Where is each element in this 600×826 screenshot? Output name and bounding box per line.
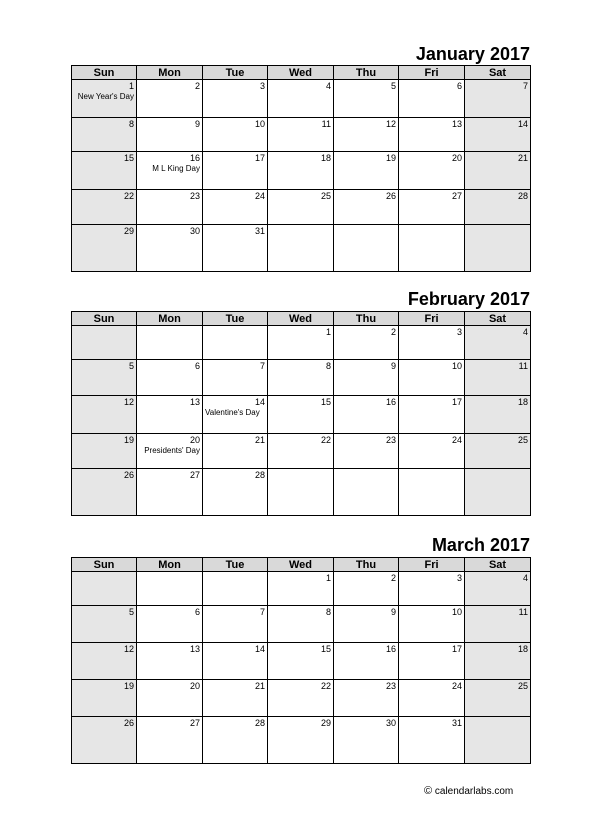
day-cell [399,225,465,272]
day-number: 5 [390,81,396,91]
day-number: 5 [128,361,134,371]
day-cell [72,396,137,434]
day-cell [72,190,137,225]
day-number: 12 [123,397,134,407]
day-cell [334,680,399,717]
day-cell [399,572,465,606]
day-cell [72,225,137,272]
day-number [74,572,134,573]
holiday-label: New Year's Day [77,92,134,101]
weekday-header: Thu [334,312,399,326]
month-title: January 2017 [415,44,530,64]
day-number: 19 [123,435,134,445]
day-number: 13 [189,397,200,407]
day-number [205,572,265,573]
day-cell [268,326,334,360]
day-number: 11 [518,607,528,617]
day-cell [334,152,399,190]
day-cell [137,225,203,272]
day-cell [465,469,531,516]
day-number: 9 [390,607,396,617]
day-number: 15 [320,644,331,654]
day-number: 6 [194,607,200,617]
day-number: 7 [259,361,265,371]
day-cell [268,606,334,643]
day-number [401,469,462,470]
day-cell [465,572,531,606]
day-number: 1 [325,573,331,583]
weekday-header: Sun [72,558,137,572]
day-number: 11 [518,361,528,371]
day-number: 7 [522,81,528,91]
day-cell [399,434,465,469]
day-cell [268,152,334,190]
day-number: 31 [451,718,462,728]
day-cell [334,434,399,469]
day-cell [203,606,268,643]
day-cell [72,680,137,717]
day-number [336,469,396,470]
day-cell [399,360,465,396]
weekday-header: Sat [465,66,531,80]
day-cell [399,680,465,717]
day-cell [334,469,399,516]
day-number: 21 [254,681,265,691]
day-number: 27 [451,191,462,201]
day-number: 14 [254,644,265,654]
day-cell [72,469,137,516]
day-number: 9 [390,361,396,371]
day-cell [137,572,203,606]
day-cell [465,360,531,396]
week-row [72,360,531,396]
day-cell [137,643,203,680]
day-cell [465,434,531,469]
holiday-label: Presidents' Day [144,446,200,455]
weekday-header: Thu [334,66,399,80]
holiday-label: Valentine's Day [205,408,260,417]
day-number: 12 [385,119,396,129]
day-cell [399,80,465,118]
day-cell [399,396,465,434]
day-number [401,225,462,226]
day-number: 10 [451,607,462,617]
weekday-header: Mon [137,66,203,80]
day-number: 24 [451,681,462,691]
day-cell [268,396,334,434]
day-number: 18 [320,153,331,163]
week-row [72,643,531,680]
day-number: 6 [194,361,200,371]
day-cell [72,717,137,764]
copyright-icon: © [424,785,433,797]
day-cell [268,643,334,680]
footer-text: calendarlabs.com [434,786,514,797]
day-number: 16 [189,153,200,163]
day-number: 28 [254,470,265,480]
day-number [205,326,265,327]
day-cell [268,434,334,469]
day-number: 12 [123,644,134,654]
weekday-header: Fri [399,312,465,326]
day-cell [72,572,137,606]
day-cell [268,572,334,606]
day-cell [203,80,268,118]
day-cell [72,326,137,360]
day-cell [137,80,203,118]
day-number: 13 [451,119,462,129]
day-number: 14 [517,119,528,129]
day-cell [72,360,137,396]
day-cell [137,326,203,360]
day-number: 15 [123,153,134,163]
day-number: 14 [254,397,265,407]
day-number: 9 [194,119,200,129]
day-number: 24 [254,191,265,201]
week-row [72,434,531,469]
day-number: 17 [254,153,265,163]
weekday-header: Sun [72,312,137,326]
day-cell [203,434,268,469]
day-cell [137,190,203,225]
day-number: 13 [189,644,200,654]
day-cell [465,643,531,680]
day-number: 4 [522,327,528,337]
day-cell [203,118,268,152]
weekday-header: Sat [465,312,531,326]
day-number: 23 [189,191,200,201]
day-cell [399,717,465,764]
day-number: 8 [325,607,331,617]
weekday-header: Fri [399,66,465,80]
week-row [72,190,531,225]
day-number: 4 [325,81,331,91]
day-cell [399,643,465,680]
day-cell [334,572,399,606]
day-number: 8 [325,361,331,371]
day-cell [203,469,268,516]
day-number: 22 [320,681,331,691]
day-number: 3 [456,327,462,337]
day-number: 15 [320,397,331,407]
weekday-header: Fri [399,558,465,572]
day-cell [334,360,399,396]
day-cell [203,717,268,764]
day-number: 1 [325,327,331,337]
week-row [72,680,531,717]
day-cell [72,434,137,469]
day-cell [268,190,334,225]
weekday-header: Tue [203,312,268,326]
day-cell [137,396,203,434]
day-cell [399,152,465,190]
week-row [72,225,531,272]
day-cell [268,717,334,764]
day-cell [465,225,531,272]
day-number: 30 [189,226,200,236]
day-cell [137,152,203,190]
day-number: 22 [123,191,134,201]
day-cell [203,396,268,434]
day-number: 22 [320,435,331,445]
day-cell [334,643,399,680]
day-cell [203,572,268,606]
day-number: 1 [128,81,134,91]
day-number: 30 [385,718,396,728]
day-number: 3 [259,81,265,91]
week-row [72,717,531,764]
day-cell [399,190,465,225]
day-number: 6 [456,81,462,91]
day-cell [137,680,203,717]
day-cell [137,606,203,643]
calendar-grid [71,557,531,764]
day-cell [203,190,268,225]
week-row [72,606,531,643]
day-cell [137,118,203,152]
day-cell [203,680,268,717]
day-number: 25 [320,191,331,201]
day-number: 10 [254,119,265,129]
day-cell [399,469,465,516]
day-number: 29 [320,718,331,728]
day-number: 20 [189,435,200,445]
day-number: 5 [128,607,134,617]
weekday-header: Mon [137,558,203,572]
day-cell [465,80,531,118]
weekday-header: Wed [268,558,334,572]
holiday-label: M L King Day [152,164,200,173]
week-row [72,152,531,190]
day-number: 17 [451,644,462,654]
day-number: 10 [451,361,462,371]
month-title: March 2017 [431,535,530,555]
day-cell [399,118,465,152]
day-cell [137,717,203,764]
day-number: 7 [259,607,265,617]
week-row [72,469,531,516]
day-cell [203,326,268,360]
day-cell [334,396,399,434]
day-number: 23 [385,435,396,445]
day-cell [399,326,465,360]
day-number: 2 [390,327,396,337]
month-title: February 2017 [407,289,530,309]
day-cell [268,118,334,152]
weekday-header: Sat [465,558,531,572]
day-cell [72,118,137,152]
day-number [139,572,200,573]
day-cell [334,326,399,360]
day-cell [334,606,399,643]
day-cell [268,225,334,272]
day-cell [268,360,334,396]
day-number: 26 [385,191,396,201]
day-number: 19 [385,153,396,163]
weekday-header: Thu [334,558,399,572]
day-number: 27 [189,718,200,728]
day-number: 8 [128,119,134,129]
day-number: 16 [385,397,396,407]
day-cell [465,396,531,434]
day-cell [137,434,203,469]
day-number: 17 [451,397,462,407]
day-cell [465,190,531,225]
day-cell [72,152,137,190]
day-number: 18 [517,644,528,654]
day-number: 11 [321,119,331,129]
day-number: 2 [194,81,200,91]
day-cell [203,360,268,396]
day-number: 18 [517,397,528,407]
day-number: 26 [123,470,134,480]
day-cell [334,717,399,764]
day-cell [268,469,334,516]
day-number: 21 [517,153,528,163]
day-cell [465,118,531,152]
day-number: 2 [390,573,396,583]
day-number: 24 [451,435,462,445]
weekday-header: Tue [203,558,268,572]
day-cell [137,469,203,516]
weekday-header: Wed [268,312,334,326]
day-number: 25 [517,681,528,691]
day-cell [334,190,399,225]
day-number: 16 [385,644,396,654]
day-cell [334,118,399,152]
day-number [467,717,528,718]
weekday-header: Mon [137,312,203,326]
day-number: 31 [254,226,265,236]
day-number: 3 [456,573,462,583]
day-number: 19 [123,681,134,691]
week-row [72,118,531,152]
day-number: 21 [254,435,265,445]
day-cell [399,606,465,643]
day-number: 20 [451,153,462,163]
week-row [72,396,531,434]
day-cell [334,225,399,272]
day-number [467,225,528,226]
day-cell [465,152,531,190]
week-row [72,326,531,360]
day-number [270,469,331,470]
day-cell [72,80,137,118]
day-number: 20 [189,681,200,691]
day-cell [72,643,137,680]
day-cell [465,606,531,643]
day-cell [203,152,268,190]
day-number: 29 [123,226,134,236]
day-cell [465,680,531,717]
day-cell [268,680,334,717]
week-row [72,80,531,118]
weekday-header: Wed [268,66,334,80]
day-cell [72,606,137,643]
day-number: 23 [385,681,396,691]
calendar-grid [71,65,531,272]
day-number: 27 [189,470,200,480]
day-number [74,326,134,327]
day-cell [465,326,531,360]
day-number: 25 [517,435,528,445]
weekday-header: Tue [203,66,268,80]
footer-credit [424,785,513,797]
day-cell [203,643,268,680]
day-cell [203,225,268,272]
day-cell [137,360,203,396]
day-number: 26 [123,718,134,728]
day-cell [465,717,531,764]
week-row [72,572,531,606]
calendar-grid [71,311,531,516]
day-number [336,225,396,226]
day-number: 28 [254,718,265,728]
day-cell [268,80,334,118]
day-number [270,225,331,226]
weekday-header: Sun [72,66,137,80]
day-number [139,326,200,327]
day-number: 28 [517,191,528,201]
day-number: 4 [522,573,528,583]
day-cell [334,80,399,118]
day-number [467,469,528,470]
